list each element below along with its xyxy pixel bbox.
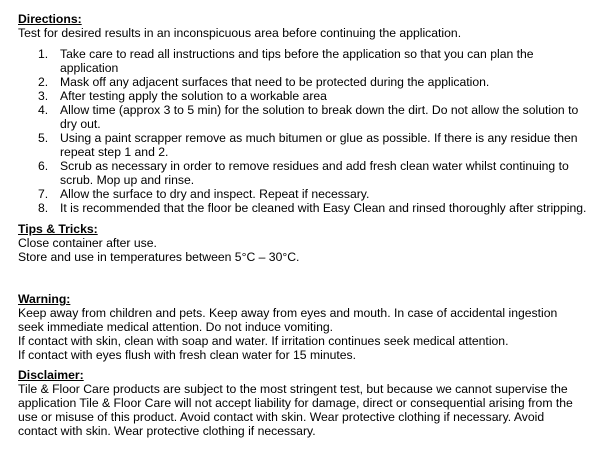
step-number: 5.	[38, 131, 49, 145]
step-number: 2.	[38, 75, 49, 89]
disclaimer-line: use or misuse of this product. Avoid contact with skin. Wear protective clothing if necessary. Avoid	[18, 410, 545, 424]
tips-line: Store and use in temperatures between 5°C – 30°C.	[18, 250, 300, 264]
warning-heading: Warning:	[18, 292, 71, 306]
step-text: Allow the surface to dry and inspect. Repeat if necessary.	[60, 187, 370, 201]
step-text: repeat step 1 and 2.	[60, 145, 169, 159]
step-text: It is recommended that the floor be cleaned with Easy Clean and rinsed thoroughly after stripping.	[60, 201, 587, 215]
disclaimer-line: application Tile & Floor Care will not accept liability for damage, direct or consequential arising from the	[18, 396, 573, 410]
warning-line: If contact with eyes flush with fresh clean water for 15 minutes.	[18, 348, 357, 362]
disclaimer-line: Tile & Floor Care products are subject to the most stringent test, but because we cannot supervise the	[18, 382, 568, 396]
step-text: scrub. Mop up and rinse.	[60, 173, 195, 187]
disclaimer-heading: Disclaimer:	[18, 368, 84, 382]
step-text: Mask off any adjacent surfaces that need to be protected during the application.	[60, 75, 490, 89]
step-text: dry out.	[60, 117, 101, 131]
step-text: Take care to read all instructions and tips before the application so that you can plan the	[60, 47, 534, 61]
step-number: 1.	[38, 47, 49, 61]
directions-heading: Directions:	[18, 12, 82, 26]
step-number: 4.	[38, 103, 49, 117]
tips-heading: Tips & Tricks:	[18, 222, 98, 236]
step-text: Scrub as necessary in order to remove residues and add fresh clean water whilst continuing to	[60, 159, 569, 173]
step-number: 6.	[38, 159, 49, 173]
tips-line: Close container after use.	[18, 236, 157, 250]
warning-line: Keep away from children and pets. Keep away from eyes and mouth. In case of accidental ingestion	[18, 306, 558, 320]
step-number: 3.	[38, 89, 49, 103]
disclaimer-line: contact with skin. Wear protective clothing if necessary.	[18, 424, 316, 438]
step-text: After testing apply the solution to a workable area	[60, 89, 327, 103]
step-number: 8.	[38, 201, 49, 215]
warning-line: If contact with skin, clean with soap and water. If irritation continues seek medical attention.	[18, 334, 509, 348]
step-text: Allow time (approx 3 to 5 min) for the solution to break down the dirt. Do not allow the solution to	[60, 103, 579, 117]
directions-intro: Test for desired results in an inconspicuous area before continuing the application.	[18, 26, 462, 40]
step-text: Using a paint scrapper remove as much bitumen or glue as possible. If there is any residue then	[60, 131, 578, 145]
warning-line: seek immediate medical attention. Do not induce vomiting.	[18, 320, 334, 334]
step-number: 7.	[38, 187, 49, 201]
step-text: application	[60, 61, 119, 75]
